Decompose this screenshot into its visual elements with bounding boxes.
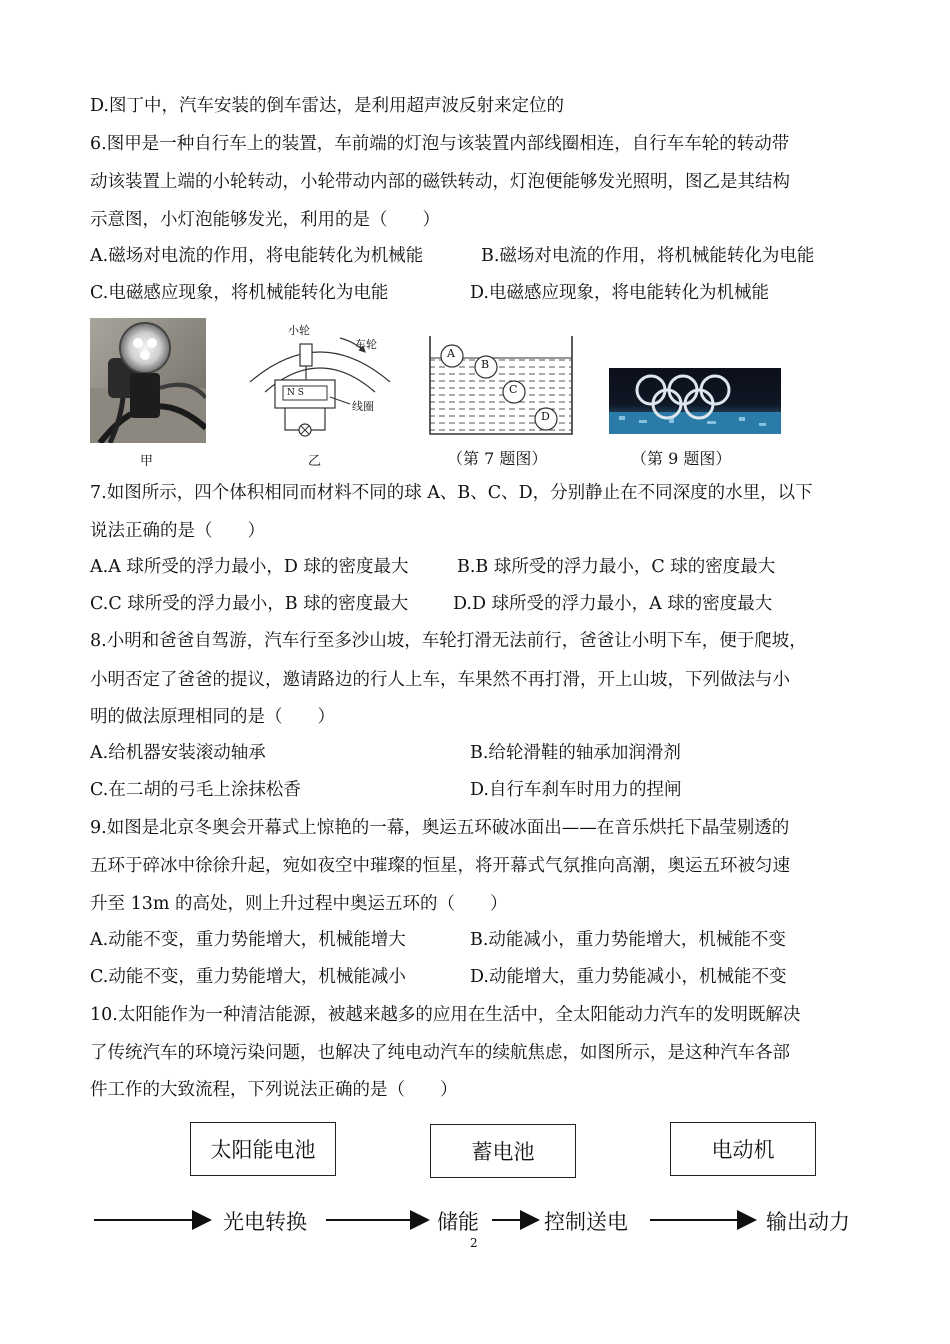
olympic-rings-photo <box>609 368 781 434</box>
q6-option-b: B.磁场对电流的作用，将机械能转化为电能 <box>481 246 815 266</box>
q10-stem-line1: 10.太阳能作为一种清洁能源，被越来越多的应用在生活中，全太阳能动力汽车的发明既解决 <box>90 1005 801 1025</box>
ball-d-label: D <box>541 410 550 423</box>
q7-stem-line2: 说法正确的是（ ） <box>90 521 265 541</box>
magnet-label: N S <box>287 388 304 398</box>
bicycle-light-photo <box>90 318 206 443</box>
q10-stem-line3: 件工作的大致流程，下列说法正确的是（ ） <box>90 1080 458 1100</box>
q9-stem-line2: 五环于碎冰中徐徐升起，宛如夜空中璀璨的恒星，将开幕式气氛推向高潮，奥运五环被匀速 <box>90 856 790 876</box>
q6-stem-line1: 6.图甲是一种自行车上的装置，车前端的灯泡与该装置内部线圈相连，自行车车轮的转动带 <box>90 134 790 154</box>
coil-label: 线圈 <box>352 400 374 413</box>
q7-option-d: D.D 球所受的浮力最小，A 球的密度最大 <box>453 594 773 614</box>
figure9-caption: （第 9 题图） <box>631 449 732 468</box>
ball-a-label: A <box>447 347 455 360</box>
step-output: 输出动力 <box>766 1210 850 1234</box>
motor-box: 电动机 <box>670 1122 816 1176</box>
ball-c-label: C <box>509 383 518 396</box>
q5-option-d: D.图丁中，汽车安装的倒车雷达，是利用超声波反射来定位的 <box>90 96 564 116</box>
q8-option-a: A.给机器安装滚动轴承 <box>90 743 266 763</box>
q8-stem-line3: 明的做法原理相同的是（ ） <box>90 707 335 727</box>
step-photoelectric: 光电转换 <box>223 1210 307 1234</box>
q6-option-d: D.电磁感应现象，将电能转化为机械能 <box>470 283 769 303</box>
small-wheel-label: 小轮 <box>288 324 310 337</box>
q9-stem-line1: 9.如图是北京冬奥会开幕式上惊艳的一幕，奥运五环破冰面出——在音乐烘托下晶莹剔透的 <box>90 818 790 838</box>
battery-box: 蓄电池 <box>430 1124 576 1178</box>
q7-stem-line1: 7.如图所示，四个体积相同而材料不同的球 A、B、C、D，分别静止在不同深度的水里，以下 <box>90 483 813 503</box>
step-control: 控制送电 <box>544 1210 628 1234</box>
flow-arrows <box>90 1200 870 1240</box>
q9-option-c: C.动能不变，重力势能增大，机械能减小 <box>90 967 406 987</box>
q9-option-d: D.动能增大，重力势能减小，机械能不变 <box>470 967 787 987</box>
figure-yi-label: 乙 <box>308 454 322 469</box>
q7-option-b: B.B 球所受的浮力最小，C 球的密度最大 <box>457 557 776 577</box>
q6-stem-line2: 动该装置上端的小轮转动，小轮带动内部的磁铁转动，灯泡便能够发光照明，图乙是其结构 <box>90 172 790 192</box>
ball-b-label: B <box>481 358 490 371</box>
wheel-label: 车轮 <box>355 338 377 351</box>
q6-stem-line3: 示意图，小灯泡能够发光，利用的是（ ） <box>90 210 440 230</box>
step-storage: 储能 <box>437 1210 479 1234</box>
q9-stem-line3: 升至 13m 的高处，则上升过程中奥运五环的（ ） <box>90 894 508 914</box>
q7-option-a: A.A 球所受的浮力最小，D 球的密度最大 <box>90 557 409 577</box>
q8-option-c: C.在二胡的弓毛上涂抹松香 <box>90 780 301 800</box>
q9-option-b: B.动能减小，重力势能增大，机械能不变 <box>470 930 786 950</box>
q6-option-a: A.磁场对电流的作用，将电能转化为机械能 <box>90 246 424 266</box>
figure-jia-label: 甲 <box>140 454 154 469</box>
q8-option-b: B.给轮滑鞋的轴承加润滑剂 <box>470 743 681 763</box>
figure7-caption: （第 7 题图） <box>447 449 548 468</box>
q7-option-c: C.C 球所受的浮力最小，B 球的密度最大 <box>90 594 409 614</box>
q8-stem-line1: 8.小明和爸爸自驾游，汽车行至多沙山坡，车轮打滑无法前行，爸爸让小明下车，便于爬坡， <box>90 631 807 651</box>
q8-option-d: D.自行车刹车时用力的捏闸 <box>470 780 682 800</box>
q9-option-a: A.动能不变，重力势能增大，机械能增大 <box>90 930 406 950</box>
page-number: 2 <box>470 1236 478 1250</box>
q8-stem-line2: 小明否定了爸爸的提议，邀请路边的行人上车，车果然不再打滑，开上山坡，下列做法与小 <box>90 670 790 690</box>
q10-stem-line2: 了传统汽车的环境污染问题，也解决了纯电动汽车的续航焦虑，如图所示，是这种汽车各部 <box>90 1043 790 1063</box>
q6-option-c: C.电磁感应现象，将机械能转化为电能 <box>90 283 389 303</box>
solar-cell-box: 太阳能电池 <box>190 1122 336 1176</box>
